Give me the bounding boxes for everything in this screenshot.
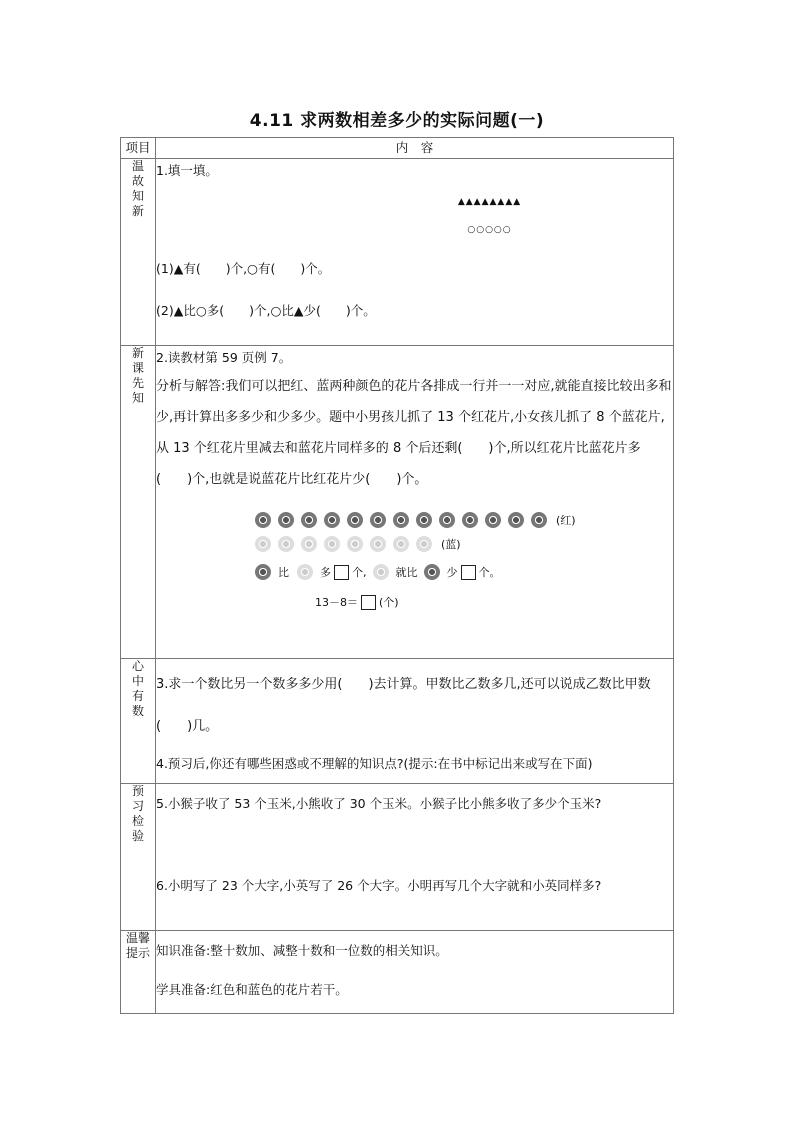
red-flower-icon <box>531 512 547 528</box>
row-label-summary: 心中有数 <box>131 659 144 718</box>
compare-ge-2: 个。 <box>478 566 501 579</box>
question-1: 1.填一填。 <box>156 163 218 178</box>
circle-row: ○○○○○ <box>467 225 512 235</box>
row-label-new-lesson: 新课先知 <box>131 346 144 405</box>
table-row <box>121 931 674 1014</box>
red-flower-icon <box>347 512 363 528</box>
compare-shao: 少 <box>446 566 458 579</box>
lesson-table <box>120 137 674 1014</box>
blue-flower-icon <box>347 536 363 552</box>
red-flower-icon <box>416 512 432 528</box>
tip-knowledge: 知识准备:整十数加、减整十数和一位数的相关知识。 <box>156 943 448 958</box>
red-flower-icon <box>393 512 409 528</box>
table-row <box>121 159 674 346</box>
red-flower-icon <box>439 512 455 528</box>
red-flower-icon <box>485 512 501 528</box>
equation-unit: (个) <box>379 596 399 609</box>
blue-flower-icon <box>301 536 317 552</box>
row-label-review: 温故知新 <box>131 159 144 218</box>
page-title: 4.11 求两数相差多少的实际问题(一) <box>249 111 545 131</box>
blue-flower-icon <box>373 564 389 580</box>
table-header-row <box>121 138 674 159</box>
red-flower-icon <box>424 564 440 580</box>
red-flower-row <box>255 509 673 531</box>
blue-flower-icon <box>324 536 340 552</box>
answer-box[interactable] <box>461 565 476 580</box>
answer-box[interactable] <box>361 595 376 610</box>
red-flower-icon <box>301 512 317 528</box>
red-tag: (红) <box>556 514 576 527</box>
blue-flower-icon <box>255 536 271 552</box>
header-project: 项目 <box>121 138 156 159</box>
question-6: 6.小明写了 23 个大字,小英写了 26 个大字。小明再写几个大字就和小英同样多? <box>156 878 602 893</box>
red-flower-icon <box>255 564 271 580</box>
header-content: 内 容 <box>156 138 674 159</box>
compare-ge-1: 个, <box>352 566 367 579</box>
question-2: 2.读教材第 59 页例 7。 <box>156 350 292 365</box>
answer-box[interactable] <box>334 565 349 580</box>
blue-flower-icon <box>297 564 313 580</box>
red-flower-icon <box>370 512 386 528</box>
red-flower-icon <box>278 512 294 528</box>
question-5: 5.小猴子收了 53 个玉米,小熊收了 30 个玉米。小猴子比小熊多收了多少个玉米? <box>156 796 602 811</box>
compare-bi: 比 <box>278 566 289 579</box>
question-1-part-2: (2)▲比○多( )个,○比▲少( )个。 <box>156 303 376 318</box>
triangle-row: ▲▲▲▲▲▲▲▲ <box>457 197 522 207</box>
red-flower-icon <box>508 512 524 528</box>
blue-flower-icon <box>370 536 386 552</box>
tip-tools: 学具准备:红色和蓝色的花片若干。 <box>156 982 348 997</box>
table-row <box>121 784 674 931</box>
red-flower-icon <box>462 512 478 528</box>
blue-flower-icon <box>416 536 432 552</box>
question-4: 4.预习后,你还有哪些困惑或不理解的知识点?(提示:在书中标记出来或写在下面) <box>156 756 593 771</box>
blue-flower-icon <box>278 536 294 552</box>
table-row <box>121 346 674 659</box>
red-flower-icon <box>255 512 271 528</box>
question-3: 3.求一个数比另一个数多多少用( )去计算。甲数比乙数多几,还可以说成乙数比甲数( )几。 <box>156 677 651 734</box>
row-label-tips: 温馨提示 <box>125 931 150 960</box>
blue-flower-icon <box>393 536 409 552</box>
comparison-row <box>255 561 673 583</box>
compare-jiubi: 就比 <box>395 566 418 579</box>
equation-row <box>315 591 673 613</box>
compare-duo: 多 <box>320 566 331 579</box>
analysis-paragraph: 分析与解答:我们可以把红、蓝两种颜色的花片各排成一行并一一对应,就能直接比较出多和少,再计算出多多少和少多少。题中小男孩儿抓了 13 个红花片,小女孩儿抓了 8 个蓝花片,从 13 个红花片里减去和蓝花片同样多的 8 个后还剩( )个,所以红花片比蓝花片多( )个,也就是说蓝花片比红花片少( )个。 <box>156 379 672 487</box>
equation: 13－8＝ <box>315 596 358 609</box>
blue-flower-row <box>255 533 673 555</box>
question-1-part-1: (1)▲有( )个,○有( )个。 <box>156 261 331 276</box>
table-row <box>121 659 674 784</box>
row-label-check: 预习检验 <box>131 784 144 843</box>
red-flower-icon <box>324 512 340 528</box>
blue-tag: (蓝) <box>441 538 461 551</box>
